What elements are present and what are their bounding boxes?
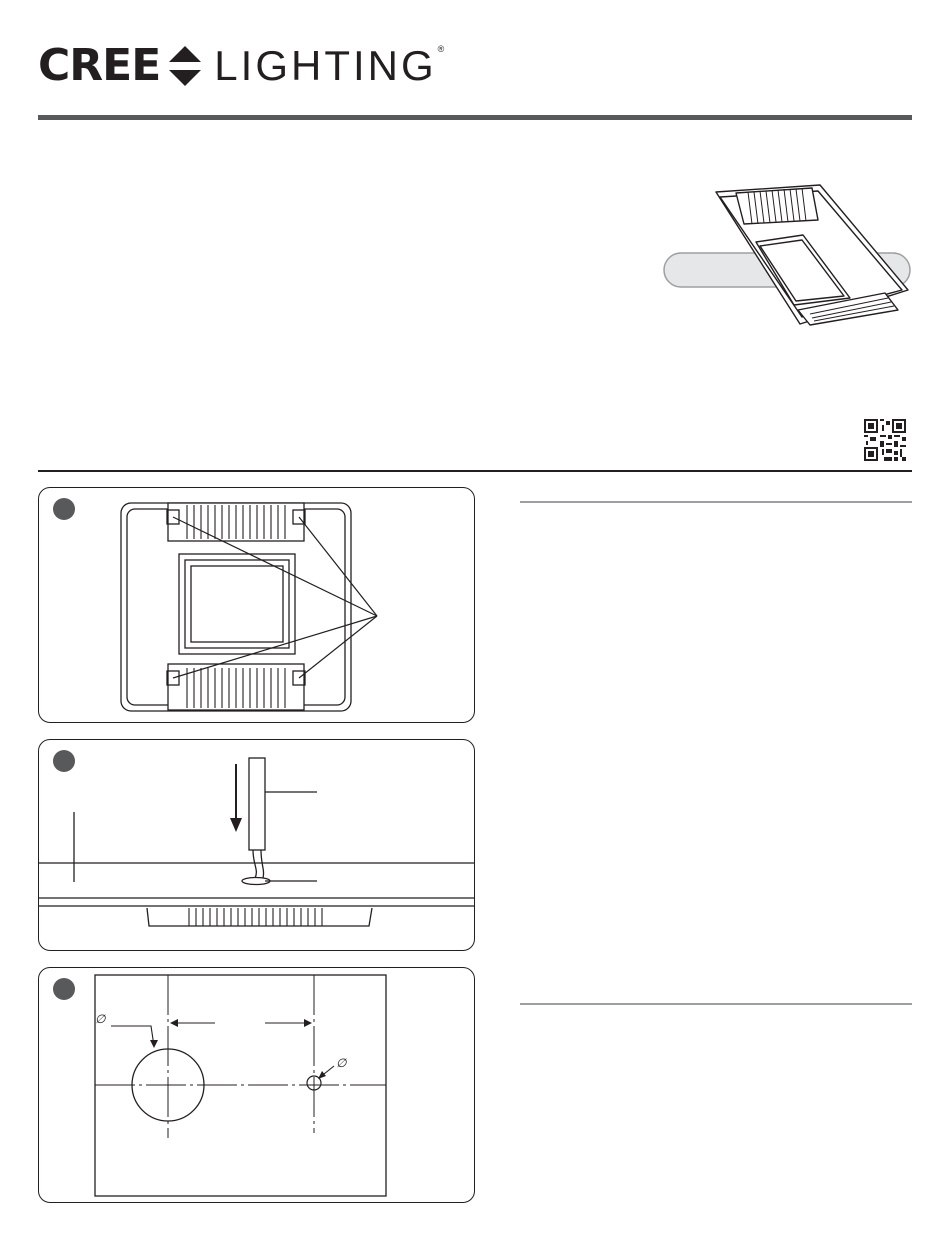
- product-illustration: [660, 180, 915, 330]
- section-rule: [38, 470, 912, 472]
- brand-logo: [38, 40, 447, 92]
- fixture-bottom-view-diagram: [39, 488, 474, 722]
- qr-code-icon: [864, 419, 906, 461]
- registered-mark: ®: [437, 44, 448, 54]
- ceiling-mount-side-view-diagram: [39, 740, 474, 950]
- right-column-rule-2: [520, 1003, 912, 1005]
- figure-panel-3: [38, 967, 475, 1203]
- cree-diamond-arrows-icon: [166, 44, 204, 88]
- large-hole-diameter-symbol: ∅: [95, 1012, 106, 1026]
- brand-name-secondary: LIGHTING®: [214, 42, 448, 89]
- figure-panel-1: [38, 487, 475, 723]
- right-column-rule-1: [520, 501, 912, 503]
- brand-name-primary: CREE: [38, 40, 161, 91]
- down-arrow-icon: [230, 764, 242, 832]
- hole-cutout-template-diagram: [39, 968, 474, 1202]
- header-rule: [38, 115, 912, 120]
- figure-panel-2: [38, 739, 475, 951]
- small-hole-diameter-symbol: ∅: [336, 1056, 347, 1070]
